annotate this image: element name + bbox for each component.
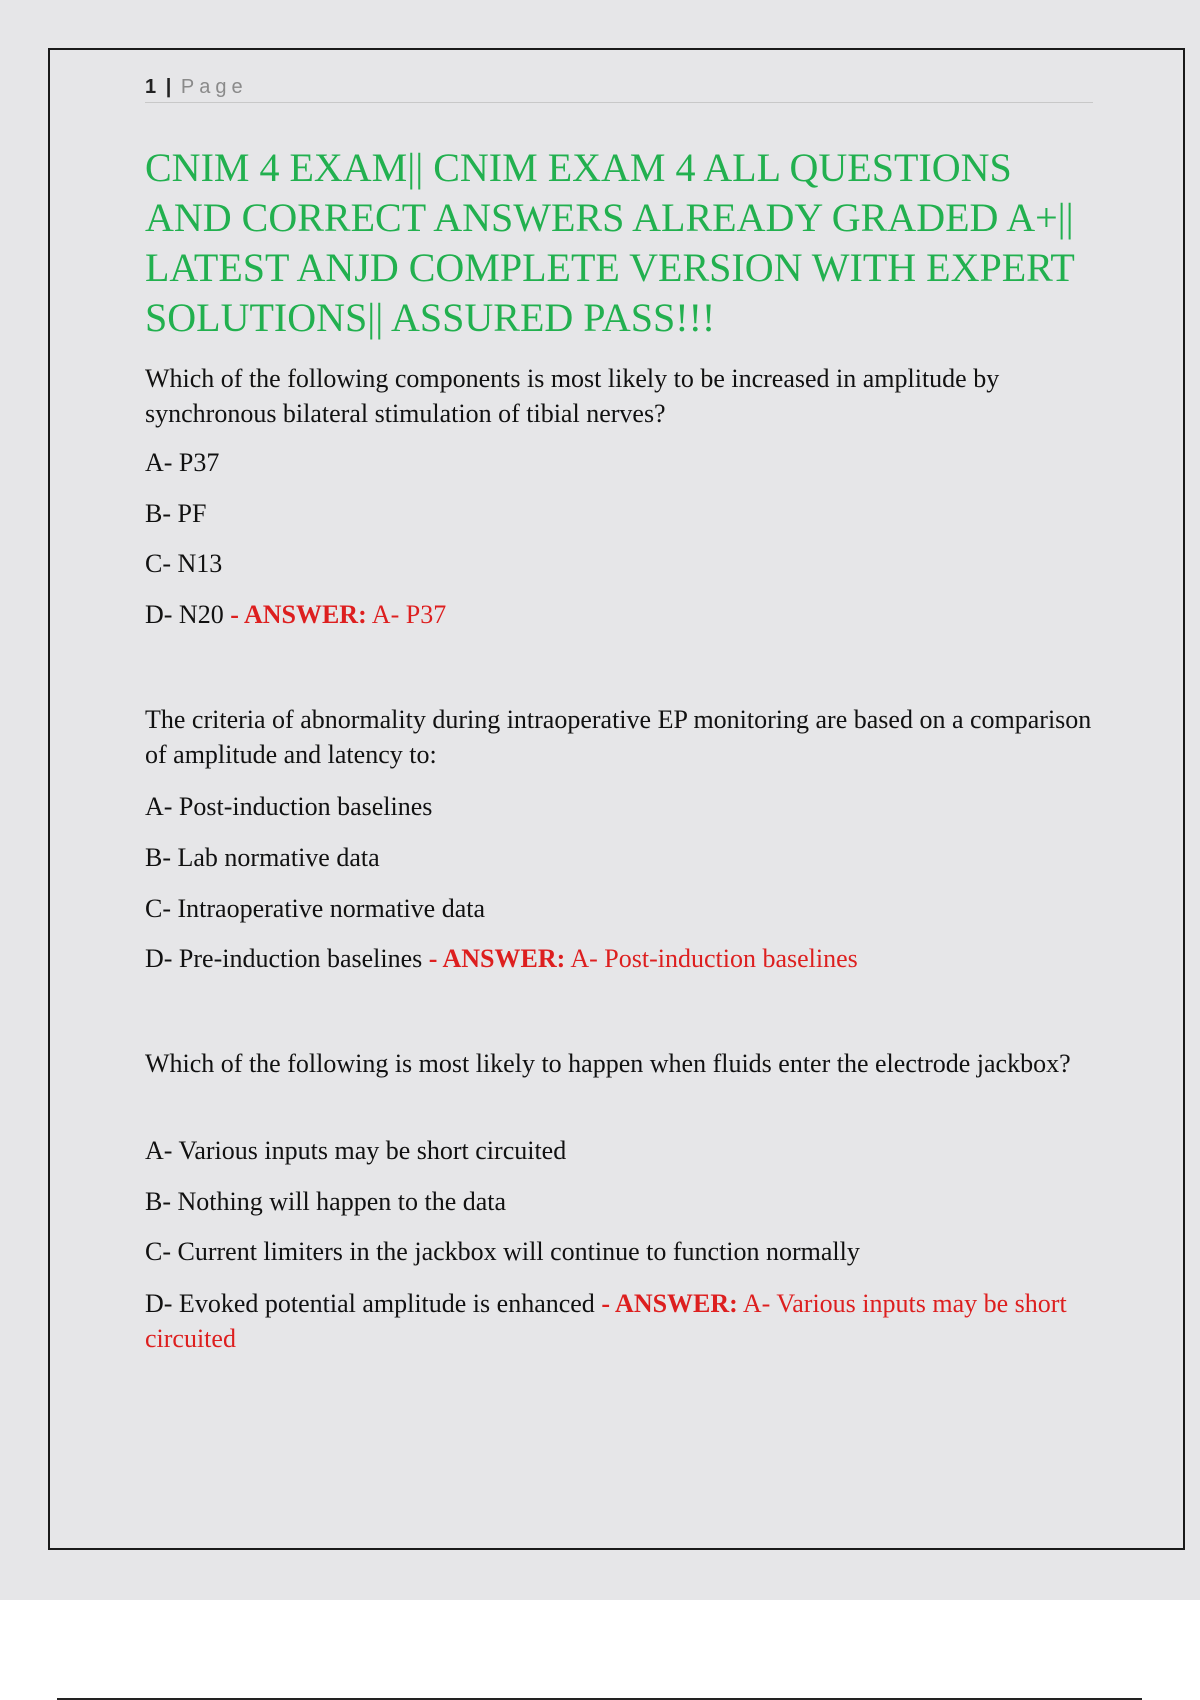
option-d: D- Evoked potential amplitude is enhanced <box>145 1289 595 1318</box>
option-d-with-answer <box>145 1286 1095 1356</box>
answer-label: - ANSWER: <box>223 600 367 629</box>
question-text: Which of the following is most likely to happen when fluids enter the electrode jackbox? <box>145 1049 1071 1078</box>
question-block <box>145 361 1095 629</box>
page-label: Page <box>180 76 248 98</box>
option-a: A- Various inputs may be short circuited <box>145 1136 567 1165</box>
option-d-with-answer <box>145 941 858 976</box>
option-b: B- PF <box>145 499 207 528</box>
document-title: CNIM 4 EXAM|| CNIM EXAM 4 ALL QUESTIONS AND CORRECT ANSWERS ALREADY GRADED A+|| LATEST ANJD COMPLETE VERSION WITH EXPERT SOLUTIONS|| ASSURED PASS!!! <box>145 145 1075 340</box>
answer-value: A- Various inputs may be short circuited <box>145 1289 1067 1353</box>
page-header <box>145 72 1093 103</box>
option-d: D- N20 <box>145 600 224 629</box>
question-text: The criteria of abnormality during intraoperative EP monitoring are based on a comparison of amplitude and latency to: <box>145 705 1092 769</box>
option-d-with-answer <box>145 597 446 632</box>
page-separator: | <box>165 76 172 98</box>
option-b: B- Nothing will happen to the data <box>145 1187 507 1216</box>
option-c: C- Intraoperative normative data <box>145 894 486 923</box>
option-c: C- N13 <box>145 549 223 578</box>
answer-value: A- Post-induction baselines <box>565 944 858 973</box>
option-c: C- Current limiters in the jackbox will continue to function normally <box>145 1237 860 1266</box>
page-number: 1 <box>145 76 157 98</box>
question-text: Which of the following components is most likely to be increased in amplitude by synchronous bilateral stimulation of tibial nerves? <box>145 364 1000 428</box>
option-d: D- Pre-induction baselines <box>145 944 423 973</box>
option-a: A- P37 <box>145 448 220 477</box>
option-a: A- Post-induction baselines <box>145 792 433 821</box>
answer-value: A- P37 <box>366 600 447 629</box>
answer-label: - ANSWER: <box>422 944 566 973</box>
option-b: B- Lab normative data <box>145 843 380 872</box>
question-block <box>145 702 1095 973</box>
question-block <box>145 1046 1095 1353</box>
answer-label: - ANSWER: <box>594 1289 738 1318</box>
